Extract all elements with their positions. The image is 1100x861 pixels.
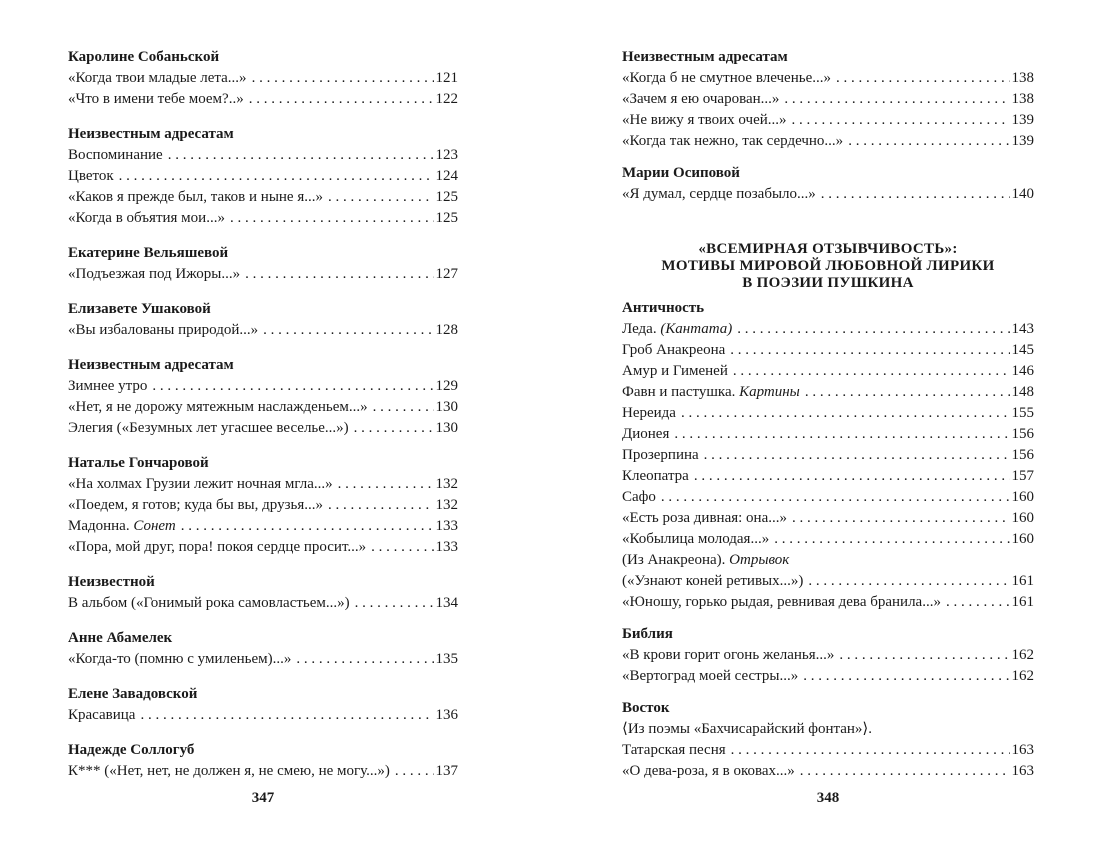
dot-leader (140, 705, 433, 726)
toc-entry (622, 68, 1034, 89)
toc-entry (68, 145, 458, 166)
toc-entry-page: 133 (435, 539, 458, 555)
toc-entry-page: 140 (1011, 186, 1034, 202)
toc-section (68, 124, 458, 229)
dot-leader (354, 418, 434, 439)
toc-entry (622, 508, 1034, 529)
right-toc (622, 47, 1034, 793)
toc-entry-title (622, 403, 676, 424)
toc-entry-title (622, 666, 798, 687)
toc-entry-title (622, 361, 728, 382)
toc-entry (68, 166, 458, 187)
toc-entry-text: «Пора, мой друг, пора! покоя сердце просит...» (68, 539, 367, 555)
dot-leader (152, 376, 433, 397)
dot-leader (252, 68, 434, 89)
toc-entry-title (68, 208, 225, 229)
toc-line-anacreon (622, 550, 1034, 571)
toc-entry-title (622, 592, 941, 613)
dot-leader (730, 340, 1009, 361)
toc-entry (68, 376, 458, 397)
toc-entry (68, 474, 458, 495)
toc-section (68, 628, 458, 670)
toc-entry-text: «О дева-роза, я в оковах...» (622, 763, 795, 779)
toc-entry-text: Сафо (622, 489, 656, 505)
toc-entry-text: «Когда в объятия мои...» (68, 210, 225, 226)
bible-entries (622, 645, 1034, 687)
dot-leader (946, 592, 1010, 613)
toc-entry-title (622, 508, 787, 529)
toc-entry (68, 397, 458, 418)
toc-entry-page: 163 (1011, 763, 1034, 779)
toc-entry-title (68, 516, 176, 537)
toc-entry (622, 487, 1034, 508)
right-top-sections (622, 47, 1034, 205)
toc-entry-text: «Нет, я не дорожу мятежным наслажденьем...» (68, 399, 368, 415)
toc-entry-page: 136 (435, 707, 458, 723)
toc-entry-text: Фавн и пастушка. (622, 384, 740, 400)
toc-entry-text: «Вертоград моей сестры...» (622, 668, 799, 684)
section-title: Наталье Гончаровой (68, 455, 209, 471)
toc-entry-page: 135 (435, 651, 458, 667)
toc-entry-title (622, 529, 769, 550)
toc-entry (68, 705, 458, 726)
toc-entry-page: 139 (1011, 133, 1034, 149)
section-title: Неизвестным адресатам (68, 357, 234, 373)
dot-leader (338, 474, 434, 495)
toc-entry-page: 161 (1011, 573, 1034, 589)
toc-entry-page: 125 (435, 189, 458, 205)
toc-section (68, 740, 458, 782)
toc-entry (622, 445, 1034, 466)
toc-entry (68, 208, 458, 229)
toc-section (68, 355, 458, 439)
toc-entry-text: «Когда так нежно, так сердечно...» (622, 133, 844, 149)
dot-leader (848, 131, 1009, 152)
section-title: Каролине Собаньской (68, 49, 220, 65)
toc-section (68, 299, 458, 341)
toc-entry-page: 137 (435, 763, 458, 779)
right-page (622, 0, 1034, 861)
dot-leader (328, 495, 434, 516)
toc-entry-title (68, 537, 366, 558)
toc-entry-title (68, 166, 114, 187)
dot-leader (296, 649, 433, 670)
toc-entry (68, 320, 458, 341)
dot-leader (674, 424, 1009, 445)
toc-entry-text: «Есть роза дивная: она...» (622, 510, 787, 526)
toc-entry-text: «Когда б не смутное влеченье...» (622, 70, 831, 86)
toc-section-antiquity (622, 298, 1034, 613)
toc-entry-title (622, 184, 816, 205)
toc-entry-text: «Не вижу я твоих очей...» (622, 112, 787, 128)
toc-entry-text: Элегия («Безумных лет угасшее веселье...») (68, 420, 349, 436)
toc-entry-title (622, 466, 689, 487)
toc-entry (68, 649, 458, 670)
toc-entry-title (68, 705, 135, 726)
toc-entry (622, 529, 1034, 550)
toc-entry-text: «Подъезжая под Ижоры...» (68, 266, 241, 282)
toc-entry-title (68, 495, 323, 516)
dot-leader (737, 319, 1009, 340)
toc-entry-title (622, 645, 834, 666)
toc-entry-title (622, 340, 725, 361)
toc-entry-title (622, 110, 787, 131)
toc-entry-title (622, 382, 800, 403)
left-toc (68, 47, 458, 796)
toc-entry (622, 319, 1034, 340)
section-title: Неизвестным адресатам (68, 126, 234, 142)
toc-entry-page: 160 (1011, 531, 1034, 547)
dot-leader (371, 537, 433, 558)
toc-section-east (622, 698, 1034, 782)
page-number-left: 347 (251, 790, 275, 806)
dot-leader (774, 529, 1009, 550)
section-title: Античность (622, 300, 705, 316)
antiquity-entries-continued (622, 571, 1034, 613)
toc-section (622, 163, 1034, 205)
toc-entry-page: 130 (435, 399, 458, 415)
toc-line-text: (Из Анакреона). (622, 552, 730, 568)
toc-section (68, 47, 458, 110)
dot-leader (373, 397, 434, 418)
toc-entry-page: 161 (1011, 594, 1034, 610)
dot-leader (245, 264, 433, 285)
toc-entry-title (68, 593, 350, 614)
toc-entry-title (622, 319, 732, 340)
toc-entry-text: «Каков я прежде был, таков и ныне я...» (68, 189, 323, 205)
toc-entry-page: 132 (435, 497, 458, 513)
toc-entry-text: Татарская песня (622, 742, 726, 758)
toc-entry (622, 403, 1034, 424)
toc-entry-title (622, 131, 843, 152)
toc-entry-title (68, 418, 349, 439)
toc-entry (68, 593, 458, 614)
dot-leader (661, 487, 1010, 508)
toc-section (68, 572, 458, 614)
chapter-heading-line: В ПОЭЗИИ ПУШКИНА (742, 275, 914, 291)
toc-entry-title (622, 571, 803, 592)
toc-entry-page: 139 (1011, 112, 1034, 128)
toc-entry-text: Гроб Анакреона (622, 342, 726, 358)
toc-entry-page: 127 (435, 266, 458, 282)
section-title: Неизвестной (68, 574, 155, 590)
left-page (68, 0, 458, 861)
toc-entry-text: Мадонна. (68, 518, 134, 534)
toc-entry-page: 133 (435, 518, 458, 534)
toc-entry-text: Прозерпина (622, 447, 699, 463)
dot-leader (328, 187, 434, 208)
toc-entry-page: 160 (1011, 489, 1034, 505)
east-entries (622, 740, 1034, 782)
toc-entry-title (68, 89, 244, 110)
toc-section-bible (622, 624, 1034, 687)
toc-entry-title (68, 187, 323, 208)
toc-entry-page: 155 (1011, 405, 1034, 421)
toc-entry-page: 121 (435, 70, 458, 86)
toc-entry (622, 466, 1034, 487)
toc-entry (622, 666, 1034, 687)
toc-entry (68, 187, 458, 208)
toc-entry-text: «Что в имени тебе моем?..» (68, 91, 244, 107)
toc-entry-text: «Юношу, горько рыдая, ревнивая дева бранила...» (622, 594, 941, 610)
dot-leader (395, 761, 434, 782)
dot-leader (792, 110, 1010, 131)
toc-section (622, 47, 1034, 152)
toc-entry-page: 156 (1011, 426, 1034, 442)
toc-entry-title (68, 649, 291, 670)
toc-entry-page: 138 (1011, 70, 1034, 86)
dot-leader (805, 382, 1010, 403)
toc-entry (622, 361, 1034, 382)
toc-entry (622, 571, 1034, 592)
toc-entry-text: Амур и Гименей (622, 363, 728, 379)
toc-entry-title (622, 761, 795, 782)
toc-entry (622, 592, 1034, 613)
toc-entry (68, 761, 458, 782)
toc-entry (68, 537, 458, 558)
toc-entry-text: («Узнают коней ретивых...») (622, 573, 804, 589)
toc-entry-italic: Сонет (133, 518, 176, 534)
dot-leader (800, 761, 1010, 782)
toc-line-italic: Отрывок (729, 552, 790, 568)
page-number-right: 348 (816, 790, 840, 806)
dot-leader (681, 403, 1010, 424)
toc-entry (68, 495, 458, 516)
toc-entry-title (68, 761, 390, 782)
dot-leader (808, 571, 1009, 592)
section-title: Библия (622, 626, 673, 642)
toc-entry-page: 160 (1011, 510, 1034, 526)
toc-entry-text: Воспоминание (68, 147, 163, 163)
toc-entry-title (68, 397, 368, 418)
toc-entry-text: «Когда твои младые лета...» (68, 70, 247, 86)
toc-entry-text: «Когда-то (помню с умиленьем)...» (68, 651, 292, 667)
dot-leader (733, 361, 1010, 382)
toc-entry-text: «В крови горит огонь желанья...» (622, 647, 835, 663)
section-title: Анне Абамелек (68, 630, 173, 646)
toc-entry-title (68, 68, 247, 89)
toc-entry-title (68, 474, 333, 495)
toc-entry-text: «Зачем я ею очарован...» (622, 91, 780, 107)
chapter-heading-line: МОТИВЫ МИРОВОЙ ЛЮБОВНОЙ ЛИРИКИ (661, 258, 995, 274)
dot-leader (249, 89, 434, 110)
antiquity-entries (622, 319, 1034, 550)
toc-entry (622, 340, 1034, 361)
dot-leader (839, 645, 1009, 666)
toc-entry (68, 89, 458, 110)
toc-entry-title (68, 376, 147, 397)
toc-entry-page: 125 (435, 210, 458, 226)
toc-entry-text: Клеопатра (622, 468, 689, 484)
toc-entry (622, 424, 1034, 445)
toc-entry-page: 162 (1011, 647, 1034, 663)
toc-entry-page: 163 (1011, 742, 1034, 758)
toc-section (68, 684, 458, 726)
toc-entry (622, 131, 1034, 152)
toc-entry-title (68, 264, 240, 285)
toc-entry (622, 110, 1034, 131)
toc-entry-italic: (Кантата) (660, 321, 733, 337)
section-title: Елизавете Ушаковой (68, 301, 211, 317)
dot-leader (355, 593, 434, 614)
section-title: Елене Завадовской (68, 686, 198, 702)
toc-entry (68, 516, 458, 537)
toc-entry (622, 89, 1034, 110)
dot-leader (168, 145, 434, 166)
toc-entry-title (622, 424, 669, 445)
toc-entry-page: 145 (1011, 342, 1034, 358)
toc-entry-text: «Поедем, я готов; куда бы вы, друзья...» (68, 497, 323, 513)
toc-entry-page: 138 (1011, 91, 1034, 107)
toc-entry-page: 129 (435, 378, 458, 394)
toc-entry (68, 418, 458, 439)
toc-entry (622, 382, 1034, 403)
dot-leader (230, 208, 434, 229)
toc-entry-page: 123 (435, 147, 458, 163)
toc-line-poem-source: ⟨Из поэмы «Бахчисарайский фонтан»⟩. (622, 721, 872, 737)
section-title: Екатерине Вельяшевой (68, 245, 229, 261)
toc-entry-title (622, 89, 779, 110)
toc-entry-page: 143 (1011, 321, 1034, 337)
toc-entry-page: 148 (1011, 384, 1034, 400)
toc-entry (622, 761, 1034, 782)
toc-entry-text: Дионея (622, 426, 670, 442)
toc-entry-text: Нереида (622, 405, 676, 421)
toc-entry-text: «Я думал, сердце позабыло...» (622, 186, 816, 202)
chapter-heading-line: «ВСЕМИРНАЯ ОТЗЫВЧИВОСТЬ»: (698, 241, 958, 257)
dot-leader (792, 508, 1010, 529)
dot-leader (821, 184, 1010, 205)
section-title: Марии Осиповой (622, 165, 740, 181)
toc-entry-text: «Вы избалованы природой...» (68, 322, 259, 338)
toc-entry-title (68, 320, 258, 341)
dot-leader (731, 740, 1010, 761)
toc-entry-text: Цветок (68, 168, 114, 184)
section-title: Неизвестным адресатам (622, 49, 788, 65)
toc-entry-title (622, 740, 726, 761)
toc-entry-text: В альбом («Гонимый рока самовластьем...») (68, 595, 350, 611)
dot-leader (803, 666, 1009, 687)
dot-leader (181, 516, 434, 537)
toc-entry-text: Красавица (68, 707, 136, 723)
dot-leader (784, 89, 1009, 110)
dot-leader (694, 466, 1010, 487)
dot-leader (263, 320, 433, 341)
toc-entry-text: «На холмах Грузии лежит ночная мгла...» (68, 476, 333, 492)
toc-entry-text: Леда. (622, 321, 661, 337)
toc-entry (622, 740, 1034, 761)
toc-entry-page: 156 (1011, 447, 1034, 463)
toc-section (68, 453, 458, 558)
toc-entry (622, 184, 1034, 205)
toc-entry-page: 130 (435, 420, 458, 436)
section-title: Надежде Соллогуб (68, 742, 195, 758)
toc-entry-page: 124 (435, 168, 458, 184)
dot-leader (704, 445, 1010, 466)
toc-entry (68, 264, 458, 285)
toc-entry (68, 68, 458, 89)
toc-entry-text: «Кобылица молодая...» (622, 531, 770, 547)
toc-entry-page: 132 (435, 476, 458, 492)
toc-entry-page: 146 (1011, 363, 1034, 379)
dot-leader (836, 68, 1010, 89)
toc-entry-title (68, 145, 163, 166)
toc-entry-text: Зимнее утро (68, 378, 148, 394)
toc-entry-page: 122 (435, 91, 458, 107)
toc-entry-title (622, 68, 831, 89)
section-title: Восток (622, 700, 670, 716)
toc-entry-page: 128 (435, 322, 458, 338)
toc-entry-title (622, 487, 656, 508)
toc-entry-page: 162 (1011, 668, 1034, 684)
toc-entry (622, 645, 1034, 666)
toc-entry-title (622, 445, 699, 466)
toc-entry-page: 134 (435, 595, 458, 611)
toc-section (68, 243, 458, 285)
toc-entry-page: 157 (1011, 468, 1034, 484)
toc-entry-text: К*** («Нет, нет, не должен я, не смею, не могу...») (68, 763, 390, 779)
toc-entry-italic: Картины (739, 384, 800, 400)
dot-leader (119, 166, 434, 187)
chapter-heading (622, 241, 1034, 292)
